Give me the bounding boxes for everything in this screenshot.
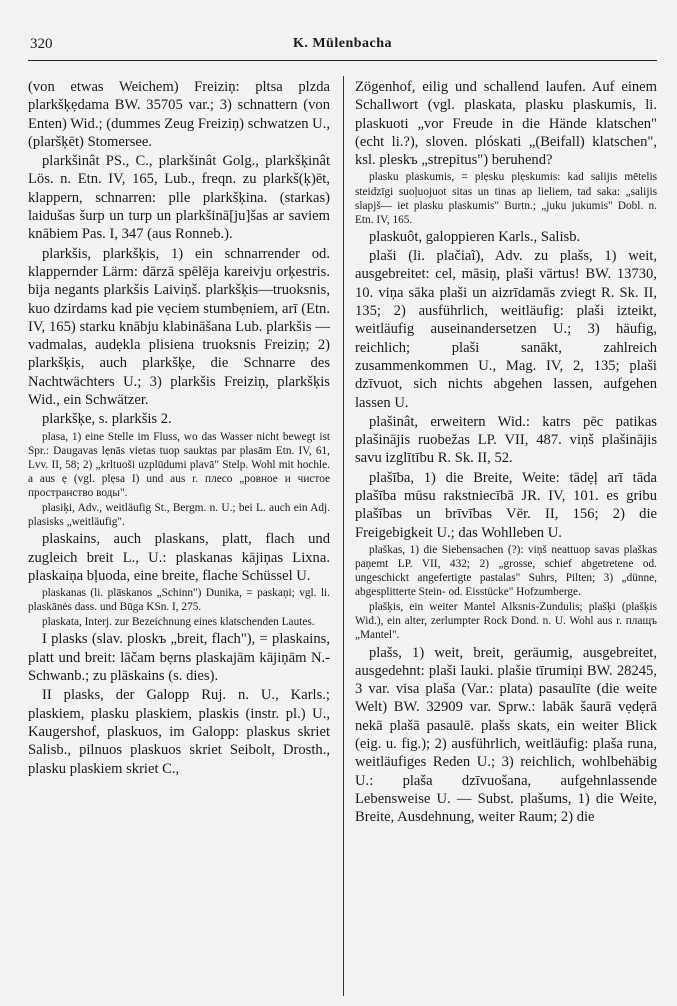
dictionary-entry: I plasks (slav. ploskъ „breit, flach"), = plaskains, platt und breit: lāčam bẹrns plaskajām kājiņām N.-Schwanb.; zu plāskains (s. dies).	[28, 631, 330, 685]
page-header	[28, 30, 657, 61]
dictionary-entry: plašinât, erweitern Wid.: katrs pēc patikas plašinājis ruobežas LP. VII, 487. viņš plašinājis savu izglītību R. Sk. II, 52.	[355, 413, 657, 467]
dictionary-entry: plaškas, 1) die Siebensachen (?): viņš neattuop savas plaškas paņemt LP. VII, 432; 2) „grosse, schief abgetretene od. ungeschickt angefertigte pastalas" Suhrs, Pilten; 3) „dünne, abgesplitterte Stein- od. Eisstücke" Hofzumberge.	[355, 543, 657, 599]
dictionary-entry: plaskuôt, galoppieren Karls., Salisb.	[369, 228, 581, 245]
dictionary-entry: plaši (li. plačiaĩ), Adv. zu plašs, 1) weit, ausgebreitet: cel, māsiņ, plaši vārtus! BW. 13730, 10. viņa sāka plaši un aizrīdamās zviegt R. Sk. II, 135; 2) ausführlich, weitläufig: plaši izteikt, weitläufig auseinandersetzen U.; 3) häufig, reichlich; plaši sanākt, zahlreich zusammenkommen U., Mag. IV, 2, 135; plaši dzīvuot, sich nichts abgehen lassen, aufgehen lassen U.	[355, 248, 657, 411]
dictionary-entry: plasa, 1) eine Stelle im Fluss, wo das Wasser nicht bewegt ist Spr.: Daugavas lẹnās vietas tuop sauktas par plasām Etn. IV, 61, Lvv. II, 58; 2) „krltuoši uzplūdumi plavā" Stelp. Wohl mit hochle. a aus ẹ (vgl. plẹsa I) und aus r. плeco „ровное и чистое пространство воды".	[28, 430, 330, 500]
running-head: K. Mülenbacha	[292, 36, 393, 51]
dictionary-entry: plašķis, ein weiter Mantel Alksnis-Zundulis; plašķi (plašķis Wid.), ein alter, zerlumpter Rock Dond. n. U. Wohl aus r. плащъ „Mantel".	[355, 601, 657, 642]
column-divider	[343, 76, 344, 996]
right-column	[355, 78, 657, 828]
page-number: 320	[30, 36, 53, 52]
dictionary-entry: plarkšķe, s. plarkšis 2.	[42, 411, 172, 428]
dictionary-entry: plaskains, auch plaskans, platt, flach und zugleich breit L., U.: plaskanas kājiņas Lixna. plaskaiņa bļuoda, eine breite, flache Schüssel U.	[28, 531, 330, 584]
dictionary-entry: plarkšinât PS., C., plarkšinât Golg., plarkšķinât Lös. n. Etn. IV, 165, Lub., freqn. zu plarkš(ķ)ēt, klappern, schnarren: plle plarkšķina. (starkas) laidušas šurp un turp un plarkšinā[ju]šas ar saviem knābiem Pas. I, 347 (aus Ronneb.).	[28, 153, 330, 243]
dictionary-entry: plašība, 1) die Breite, Weite: tādẹļ arī tāda plašība mūsu rakstniecībā JR. IV, 101. es gribu plašības un brīvības Vēr. II, 156; 2) die Freigebigkeit U.; das Wohlleben U.	[355, 469, 657, 541]
dictionary-entry: plaskata, Interj. zur Bezeichnung eines klatschenden Lautes.	[42, 616, 315, 629]
dictionary-entry: plarkšis, plarkšķis, 1) ein schnarrender od. klappernder Lärm: dārzā spēlēja kareivju orķestris. bija negants plarkšis Laiviņš. plarkšķis—truoksnis, kuo dzirdams kad pie vẹciem stumbẹniem, arī (Etn. IV, 165) starku knābju klabināšana Lub. plarkšis — vadmalas, audẹkla plisiena truoksnis Freiziņ; 2) plarkšķis, auch plarkšķe, die Schnarre des Nachtwächters U.; 3) plarkšis Freiziņ, plarkšķis Wid., ein Schwätzer.	[28, 245, 330, 409]
dictionary-entry: Zögenhof, eilig und schallend laufen. Auf einem Schallwort (vgl. plaskata, plasku plaskumis, li. plaskuoti „vor Freude in die Hände klatschen" (echt li.?), sloven. plóskati „(Beifall) klatschen", ksl. pleskъ „strepitus") beruhend?	[355, 79, 657, 169]
dictionary-entry: plasku plaskumis, = plẹsku plẹskumis: kad salijis mētelis steidzīgi suoļuojuot sitas un tinas ap lieliem, tad saka: „salijis slapjš— iet plasku plaskumis" Burtn.; „juku jukumis" Dobl. n. Etn. IV, 165.	[355, 171, 657, 226]
dictionary-entry: (von etwas Weichem) Freiziņ: pltsa plzda plarkšķẹdama BW. 35705 var.; 3) schnattern (von Enten) Wid.; (dummes Zeug Freiziņ) schwatzen U., (plaršķēt) Stomersee.	[28, 79, 330, 150]
dictionary-entry: plasiķi, Adv., weitläufig St., Bergm. n. U.; bei L. auch ein Adj. plasisks „weitläufig".	[28, 502, 330, 529]
dictionary-entry: plaskanas (li. plāskanos „Schinn") Dunika, = paskaņi; vgl. li. plaskānės dass. und Būga KSn. I, 275.	[28, 587, 330, 614]
dictionary-entry: plašs, 1) weit, breit, geräumig, ausgebreitet, ausgedehnt: plaši lauki. plašie tīrumiņi BW. 28245, 3 var. visa plaša (Var.: plata) pasaulīte (die weite Welt) BW. 32909 var. Sprw.: labāk šaurā vẹdẹrā nekā plašā pasaulē. plašs skats, ein weiter Blick (eig. u. fig.); 2) ausführlich, weitläufig: plaša runa, weitläufiges Reden U.; 3) reichlich, wohlbehäbig U.: plaša dzīvuošana, aufgehnlassende Lebensweise U. — Subst. plašums, 1) die Weite, Breite, Ausdehnung, weiter Raum; 2) die	[355, 644, 657, 826]
left-column	[28, 78, 330, 779]
dictionary-entry: II plasks, der Galopp Ruj. n. U., Karls.; plaskiem, plasku plaskiem, plaskis (instr. pl.) U., Kaugershof, plaskuos, im Galopp: plaskus skriet Salisb., pilnuos plaskuos skriet Seibolt, Drosth., plasku plaskiem skriet C.,	[28, 687, 330, 777]
